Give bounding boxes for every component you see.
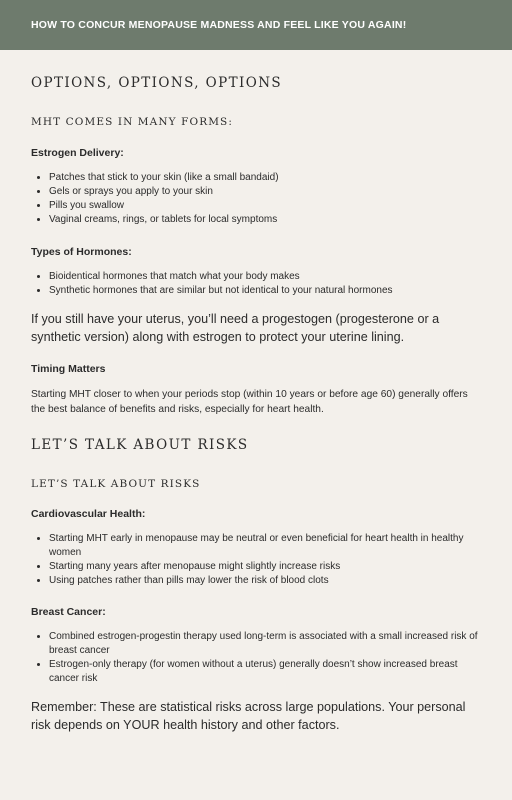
list-item: • Starting many years after menopause might slightly increase risks <box>49 560 481 574</box>
banner-title: HOW TO CONCUR MENOPAUSE MADNESS AND FEEL LIKE YOU AGAIN! <box>31 19 407 31</box>
main-content <box>0 75 512 734</box>
list-item: • Patches that stick to your skin (like a small bandaid) <box>49 171 481 185</box>
list-item: • Bioidentical hormones that match what your body makes <box>49 270 481 284</box>
risks-subheading: LET’S TALK ABOUT RISKS <box>31 478 201 490</box>
header-banner <box>0 0 512 50</box>
options-heading: OPTIONS, OPTIONS, OPTIONS <box>31 75 283 91</box>
cardio-title: Cardiovascular Health: <box>31 508 146 520</box>
options-subheading: MHT COMES IN MANY FORMS: <box>31 116 233 128</box>
timing-title: Timing Matters <box>31 363 106 375</box>
list-item: • Synthetic hormones that are similar but not identical to your natural hormones <box>49 284 481 298</box>
list-item: • Vaginal creams, rings, or tablets for local symptoms <box>49 213 481 227</box>
list-item: • Gels or sprays you apply to your skin <box>49 185 481 199</box>
hormone-types-list <box>31 270 481 298</box>
breast-cancer-title: Breast Cancer: <box>31 606 106 618</box>
breast-cancer-list <box>31 630 481 686</box>
list-item: • Estrogen-only therapy (for women without a uterus) generally doesn’t show increased breast cancer risk <box>49 658 481 686</box>
hormone-types-title: Types of Hormones: <box>31 246 132 258</box>
list-item: • Pills you swallow <box>49 199 481 213</box>
timing-text: Starting MHT closer to when your periods stop (within 10 years or before age 60) generally offers the best balance of benefits and risks, especially for heart health. <box>31 389 468 415</box>
cardio-list <box>31 532 481 588</box>
list-item: • Starting MHT early in menopause may be neutral or even beneficial for heart health in healthy women <box>49 532 481 560</box>
risks-heading: LET’S TALK ABOUT RISKS <box>31 437 249 453</box>
list-item: • Combined estrogen-progestin therapy used long-term is associated with a small increased risk of breast cancer <box>49 630 481 658</box>
reminder-text: Remember: These are statistical risks across large populations. Your personal risk depends on YOUR health history and other factors. <box>31 700 466 732</box>
estrogen-delivery-list <box>31 171 481 227</box>
list-item: • Using patches rather than pills may lower the risk of blood clots <box>49 574 481 588</box>
estrogen-delivery-title: Estrogen Delivery: <box>31 147 124 159</box>
uterus-note: If you still have your uterus, you’ll need a progestogen (progesterone or a synthetic version) along with estrogen to protect your uterine lining. <box>31 312 440 344</box>
